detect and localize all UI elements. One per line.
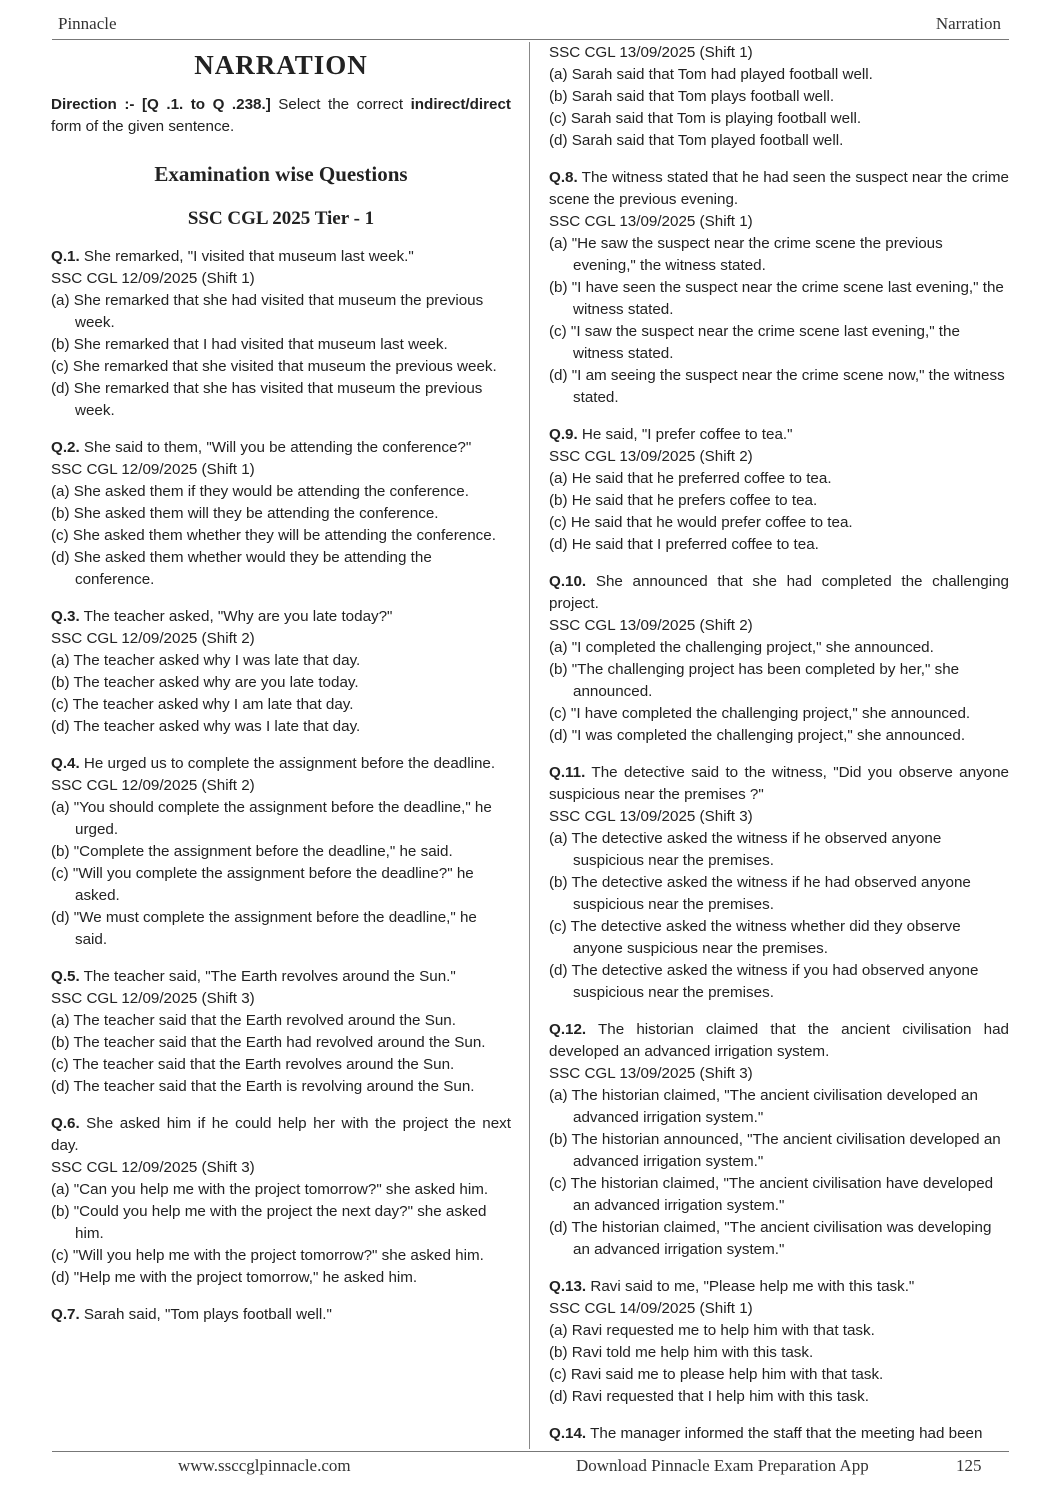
answer-option: (c) Sarah said that Tom is playing football well. [549,110,862,127]
answer-option: (a) He said that he preferred coffee to tea. [549,470,832,487]
question-prompt: The witness stated that he had seen the suspect near the crime scene the previous evening. [549,169,1009,208]
direction-pre: Select the correct [270,96,411,113]
right-column [549,42,1009,1460]
question-number: Q.13. [549,1278,587,1295]
answer-option: (c) He said that he would prefer coffee to tea. [549,514,853,531]
question-text [549,762,1009,806]
answer-option: (b) "The challenging project has been completed by her," she announced. [549,661,960,700]
answer-option: (b) "Complete the assignment before the deadline," he said. [51,843,453,860]
question-block [549,42,1009,152]
question-number: Q.2. [51,439,80,456]
answer-option: (c) "I have completed the challenging project," she announced. [549,705,971,722]
column-divider [529,42,530,1449]
answer-option: (d) "Help me with the project tomorrow," he asked him. [51,1269,418,1286]
answer-option: (a) "Can you help me with the project tomorrow?" she asked him. [51,1181,489,1198]
direction-text [51,94,511,138]
question-prompt: The teacher asked, "Why are you late today?" [79,608,393,625]
question-block [549,1276,1009,1408]
question-text [549,424,1009,446]
question-text [51,437,511,459]
question-number: Q.9. [549,426,578,443]
question-text [549,571,1009,615]
question-prompt: She remarked, "I visited that museum last week." [79,248,414,265]
question-prompt: She said to them, "Will you be attending the conference?" [79,439,472,456]
subsection-title: SSC CGL 2025 Tier - 1 [187,208,375,229]
question-block [51,966,511,1098]
answer-option: (a) The teacher said that the Earth revolved around the Sun. [51,1012,456,1029]
answer-option: (d) Ravi requested that I help him with this task. [549,1388,869,1405]
question-prompt: She asked him if he could help her with the project the next day. [51,1115,511,1154]
answer-option: (d) He said that I preferred coffee to tea. [549,536,819,553]
question-number: Q.4. [51,755,80,772]
question-block [51,1304,511,1326]
direction-label: Direction :- [Q .1. to Q .238.] [51,96,271,113]
footer-divider [52,1451,1009,1452]
question-source: SSC CGL 13/09/2025 (Shift 2) [549,617,753,634]
question-block [51,1113,511,1289]
page-title: NARRATION [194,50,368,80]
question-block [549,424,1009,556]
header-brand: Pinnacle [58,14,117,33]
answer-option: (d) "I was completed the challenging project," she announced. [549,727,966,744]
answer-option: (d) The teacher said that the Earth is revolving around the Sun. [51,1078,475,1095]
question-prompt: The manager informed the staff that the meeting had been [586,1425,983,1442]
answer-option: (d) Sarah said that Tom played football well. [549,132,844,149]
question-text [549,167,1009,211]
question-prompt: The teacher said, "The Earth revolves around the Sun." [79,968,456,985]
question-prompt: She announced that she had completed the challenging project. [549,573,1009,612]
left-column [51,46,511,1341]
section-title: Examination wise Questions [154,162,408,186]
question-block [549,167,1009,409]
direction-bold: indirect/direct [410,96,511,113]
answer-option: (a) "I completed the challenging project," she announced. [549,639,934,656]
answer-option: (c) She remarked that she visited that museum the previous week. [51,358,497,375]
question-source: SSC CGL 13/09/2025 (Shift 1) [549,213,753,230]
answer-option: (b) She asked them will they be attending the conference. [51,505,439,522]
header-chapter: Narration [935,14,1001,33]
question-number: Q.1. [51,248,80,265]
answer-option: (b) The detective asked the witness if he had observed anyone suspicious near the premises. [549,874,971,913]
answer-option: (d) The detective asked the witness if you had observed anyone suspicious near the premises. [549,962,979,1001]
question-number: Q.7. [51,1306,80,1323]
question-number: Q.11. [549,764,586,781]
question-text [51,1304,511,1326]
answer-option: (d) The teacher asked why was I late that day. [51,718,361,735]
question-number: Q.8. [549,169,578,186]
answer-option: (a) The detective asked the witness if he observed anyone suspicious near the premises. [549,830,942,869]
answer-option: (b) "I have seen the suspect near the crime scene last evening," the witness stated. [549,279,1004,318]
question-prompt: The detective said to the witness, "Did you observe anyone suspicious near the premises ?" [549,764,1009,803]
question-source: SSC CGL 13/09/2025 (Shift 3) [549,808,753,825]
question-block [549,1423,1009,1445]
question-text [549,1423,1009,1445]
answer-option: (b) The teacher said that the Earth had revolved around the Sun. [51,1034,486,1051]
footer-app-promo: Download Pinnacle Exam Preparation App [576,1456,869,1475]
question-source: SSC CGL 12/09/2025 (Shift 3) [51,990,255,1007]
question-prompt: The historian claimed that the ancient civilisation had developed an advanced irrigation system. [549,1021,1009,1060]
answer-option: (b) "Could you help me with the project the next day?" she asked him. [51,1203,487,1242]
question-block [51,753,511,951]
answer-option: (c) The historian claimed, "The ancient civilisation have developed an advanced irrigation system." [549,1175,994,1214]
question-number: Q.3. [51,608,80,625]
question-number: Q.6. [51,1115,80,1132]
answer-option: (a) She asked them if they would be attending the conference. [51,483,469,500]
question-block [549,1019,1009,1261]
question-source: SSC CGL 12/09/2025 (Shift 2) [51,777,255,794]
answer-option: (b) The teacher asked why are you late today. [51,674,359,691]
answer-option: (b) Ravi told me help him with this task. [549,1344,814,1361]
answer-option: (c) The teacher asked why I am late that day. [51,696,354,713]
answer-option: (c) The detective asked the witness whether did they observe anyone suspicious near the premises. [549,918,961,957]
answer-option: (d) The historian claimed, "The ancient civilisation was developing an advanced irrigation system." [549,1219,992,1258]
answer-option: (a) She remarked that she had visited that museum the previous week. [51,292,484,331]
answer-option: (a) The teacher asked why I was late that day. [51,652,361,669]
question-source: SSC CGL 12/09/2025 (Shift 2) [51,630,255,647]
question-block [51,437,511,591]
question-text [549,1276,1009,1298]
answer-option: (b) The historian announced, "The ancient civilisation developed an advanced irrigation system." [549,1131,1001,1170]
question-prompt: Sarah said, "Tom plays football well." [79,1306,332,1323]
answer-option: (b) He said that he prefers coffee to tea. [549,492,818,509]
question-source: SSC CGL 12/09/2025 (Shift 3) [51,1159,255,1176]
answer-option: (c) "I saw the suspect near the crime scene last evening," the witness stated. [549,323,960,362]
question-text [51,753,511,775]
answer-option: (a) Ravi requested me to help him with that task. [549,1322,875,1339]
question-block [549,762,1009,1004]
question-text [51,1113,511,1157]
answer-option: (c) "Will you complete the assignment before the deadline?" he asked. [51,865,474,904]
page-number: 125 [956,1456,982,1475]
answer-option: (a) "He saw the suspect near the crime scene the previous evening," the witness stated. [549,235,943,274]
question-text [51,966,511,988]
answer-option: (c) "Will you help me with the project tomorrow?" she asked him. [51,1247,484,1264]
question-source: SSC CGL 12/09/2025 (Shift 1) [51,461,255,478]
answer-option: (c) The teacher said that the Earth revolves around the Sun. [51,1056,455,1073]
question-text [51,246,511,268]
question-block [51,606,511,738]
question-block [51,246,511,422]
answer-option: (a) The historian claimed, "The ancient civilisation developed an advanced irrigation system." [549,1087,978,1126]
answer-option: (b) Sarah said that Tom plays football well. [549,88,835,105]
question-source: SSC CGL 12/09/2025 (Shift 1) [51,270,255,287]
answer-option: (a) Sarah said that Tom had played football well. [549,66,873,83]
question-list-left [51,246,511,1326]
question-source: SSC CGL 14/09/2025 (Shift 1) [549,1300,753,1317]
question-text [549,1019,1009,1063]
answer-option: (c) Ravi said me to please help him with that task. [549,1366,884,1383]
question-number: Q.5. [51,968,80,985]
question-source: SSC CGL 13/09/2025 (Shift 2) [549,448,753,465]
question-block [549,571,1009,747]
answer-option: (d) "We must complete the assignment before the deadline," he said. [51,909,477,948]
direction-post: form of the given sentence. [51,118,235,135]
question-number: Q.12. [549,1021,587,1038]
answer-option: (d) She asked them whether would they be attending the conference. [51,549,432,588]
answer-option: (b) She remarked that I had visited that museum last week. [51,336,448,353]
answer-option: (a) "You should complete the assignment before the deadline," he urged. [51,799,492,838]
question-text [51,606,511,628]
question-prompt: He urged us to complete the assignment before the deadline. [79,755,496,772]
header-divider [52,39,1009,40]
question-prompt: He said, "I prefer coffee to tea." [577,426,793,443]
question-source: SSC CGL 13/09/2025 (Shift 1) [549,44,753,61]
footer-website: www.ssccglpinnacle.com [178,1456,351,1475]
question-number: Q.14. [549,1425,587,1442]
question-number: Q.10. [549,573,587,590]
question-source: SSC CGL 13/09/2025 (Shift 3) [549,1065,753,1082]
answer-option: (d) She remarked that she has visited that museum the previous week. [51,380,483,419]
answer-option: (c) She asked them whether they will be attending the conference. [51,527,496,544]
question-prompt: Ravi said to me, "Please help me with this task." [586,1278,915,1295]
answer-option: (d) "I am seeing the suspect near the crime scene now," the witness stated. [549,367,1005,406]
question-list-right [549,42,1009,1445]
